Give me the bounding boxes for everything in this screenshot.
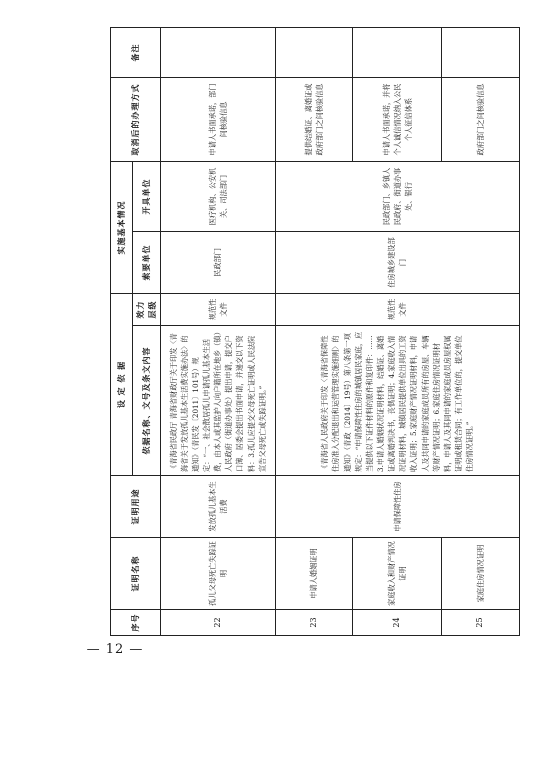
table-row xyxy=(160,27,275,635)
row-seq: 25 xyxy=(442,610,520,636)
row-remark xyxy=(275,27,353,77)
row-cert-name: 申请人婚姻证明 xyxy=(275,538,353,610)
rotated-table-container xyxy=(110,28,520,636)
row-issuing-unit: 住房城乡建设部门 xyxy=(275,231,519,293)
row-providing-unit: 医疗机构、公安机关、司法部门 xyxy=(160,161,275,231)
header-purpose: 证明用途 xyxy=(111,476,161,538)
header-after-cancel: 取消后的办理方式 xyxy=(111,77,161,161)
row-remark xyxy=(442,27,520,77)
header-basis-group: 设 定 依 据 xyxy=(111,293,133,475)
table-rotation-frame xyxy=(110,28,520,636)
row-seq: 22 xyxy=(160,610,275,636)
certificate-table xyxy=(110,27,520,636)
row-after-cancel: 提供结婚证、离婚证或政府部门之间核验信息 xyxy=(275,77,353,161)
row-remark xyxy=(353,27,442,77)
row-providing-unit: 民政部门、乡镇人民政府、街道办事处、银行 xyxy=(275,161,519,231)
row-issuing-unit: 民政部门 xyxy=(160,231,275,293)
row-after-cancel: 申请人书面承诺，并将个人诚信情况纳入公民个人征信体系 xyxy=(353,77,442,161)
row-purpose: 申请保障性住房 xyxy=(275,476,519,538)
header-remarks: 备注 xyxy=(111,27,161,77)
row-remark xyxy=(160,27,275,77)
row-purpose: 发放孤儿基本生活费 xyxy=(160,476,275,538)
header-cert-name: 证明名称 xyxy=(111,538,161,610)
page-number: — 12 — xyxy=(86,642,144,657)
row-cert-name: 家庭住房情况证明 xyxy=(442,538,520,610)
header-seq: 序号 xyxy=(111,610,161,636)
header-effect-level: 效力层级 xyxy=(133,293,161,325)
row-after-cancel: 申请人书面承诺，部门间核验信息 xyxy=(160,77,275,161)
row-basis: 《青海省民政厅 青海省财政厅关于印发〈青海省关于发放孤儿基本生活费实施办法〉的通知》（青民发〔2011〕101号）规定：“一、社会散居孤儿申请孤儿基本生活费，由本人或其监护人向户籍所在地乡（镇）人民政府（街道办事处）提出申请，提交户口簿、居委会提出书面申请，并递交以下资料：3.孤儿应提交父母死亡证明或人民法院宣告父母死亡或失踪证明。” xyxy=(160,326,275,476)
row-effect-level: 规范性文件 xyxy=(160,293,275,325)
row-cert-name: 家庭收入和财产情况证明 xyxy=(353,538,442,610)
row-cert-name: 孤儿父母死亡失踪证明 xyxy=(160,538,275,610)
table-row xyxy=(275,27,353,635)
header-issuing-unit: 索要单位 xyxy=(133,231,161,293)
header-providing-unit: 开具单位 xyxy=(133,161,161,231)
header-impl-group: 实施基本情况 xyxy=(111,161,133,293)
row-seq: 24 xyxy=(353,610,442,636)
row-basis: 《青海省人民政府关于印发〈青海省保障性住房准入分配退出和运营管理实施细则〉的通知》（青政〔2014〕19号）第八条第一项规定：“申请保障性住房的城镇居民家庭，应当提供以下证件材料的原件和复印件：……3.申请人婚姻状况证明材料，结婚证、离婚证或离婚判决书，丧偶证明；4.家庭收入情况证明材料，城镇居民提供单位出具的工资收入证明；5.家庭财产情况证明材料，申请人及共同申请的家庭成员所有的房屋、车辆等财产情况证明；6.家庭住房情况证明材料，申请人及其同申请的家庭成员房屋权属证明或租赁合同；有工作单位的，提交单位住房情况证明。” xyxy=(275,326,519,476)
row-after-cancel: 政府部门之间核验信息 xyxy=(442,77,520,161)
header-basis-content: 依据名称、文号及条文内容 xyxy=(133,326,161,476)
row-seq: 23 xyxy=(275,610,353,636)
row-effect-level: 规范性文件 xyxy=(275,293,519,325)
